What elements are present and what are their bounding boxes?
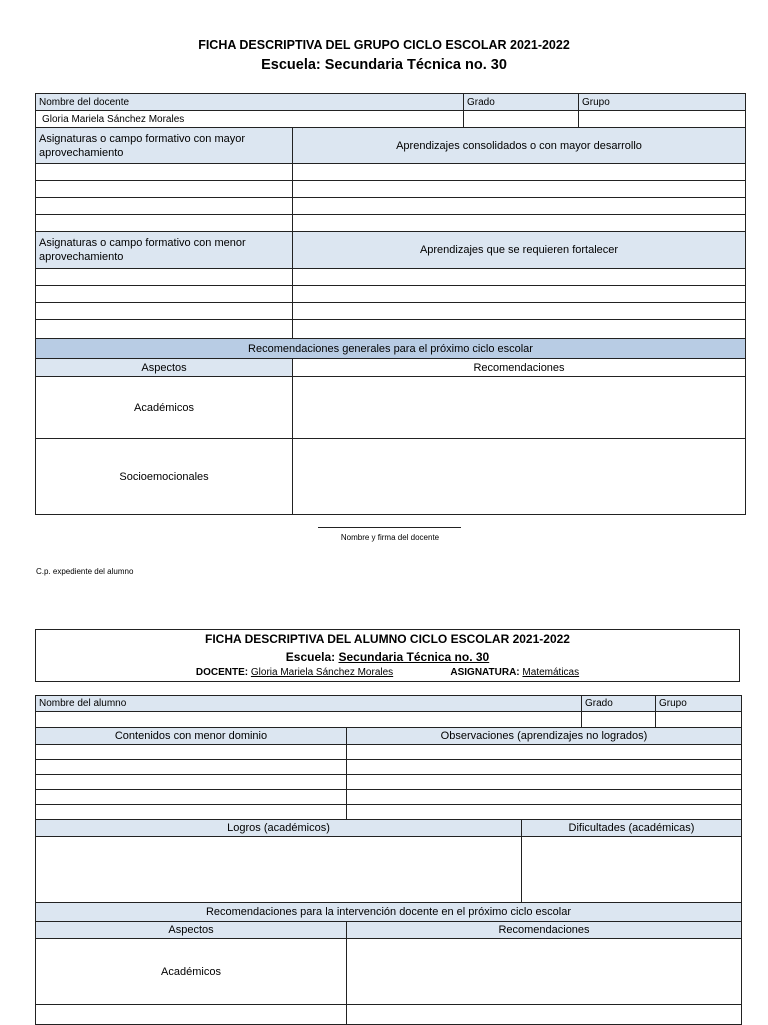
group-form-table (35, 93, 746, 515)
sheet2-title: FICHA DESCRIPTIVA DEL ALUMNO CICLO ESCOLAR 2021-2022 (205, 632, 570, 646)
teacher-name-value[interactable]: Gloria Mariela Sánchez Morales (36, 111, 464, 128)
sheet2-teacher-subject (35, 667, 740, 678)
difficulties-cell[interactable] (522, 837, 742, 903)
lower-subject-cell[interactable] (36, 303, 293, 320)
group-value[interactable] (579, 111, 746, 128)
student-grade-value[interactable] (582, 712, 656, 728)
low-content-header: Contenidos con menor dominio (36, 728, 347, 745)
higher-subjects-header: Asignaturas o campo formativo con mayor aprovechamiento (36, 128, 293, 164)
sheet2-school (35, 650, 740, 664)
student-aspects-header: Aspectos (36, 922, 347, 939)
to-strengthen-header: Aprendizajes que se requieren fortalecer (293, 232, 746, 269)
observation-cell[interactable] (347, 775, 742, 790)
achievements-cell[interactable] (36, 837, 522, 903)
strengthen-cell[interactable] (293, 320, 746, 339)
higher-subject-cell[interactable] (36, 198, 293, 215)
school-label: Escuela: (285, 650, 336, 664)
lower-subject-cell[interactable] (36, 269, 293, 286)
low-content-cell[interactable] (36, 745, 347, 760)
grade-value[interactable] (464, 111, 579, 128)
student-academic-recommendation-cell[interactable] (347, 939, 742, 1005)
low-content-cell[interactable] (36, 790, 347, 805)
teacher-name: Gloria Mariela Sánchez Morales (250, 667, 394, 678)
intervention-header: Recomendaciones para la intervención docente en el próximo ciclo escolar (36, 903, 742, 922)
student-next-recommendation-cell[interactable] (347, 1005, 742, 1025)
aspects-header: Aspectos (36, 359, 293, 377)
signature-line (318, 527, 461, 528)
group-label: Grupo (579, 94, 746, 111)
teacher-name-label: Nombre del docente (36, 94, 464, 111)
student-recommendations-header: Recomendaciones (347, 922, 742, 939)
consolidated-cell[interactable] (293, 164, 746, 181)
low-content-cell[interactable] (36, 760, 347, 775)
consolidated-cell[interactable] (293, 198, 746, 215)
strengthen-cell[interactable] (293, 286, 746, 303)
consolidated-learning-header: Aprendizajes consolidados o con mayor desarrollo (293, 128, 746, 164)
lower-subjects-header: Asignaturas o campo formativo con menor aprovechamiento (36, 232, 293, 269)
observations-header: Observaciones (aprendizajes no logrados) (347, 728, 742, 745)
lower-subject-cell[interactable] (36, 320, 293, 339)
student-group-value[interactable] (656, 712, 742, 728)
observation-cell[interactable] (347, 760, 742, 775)
student-name-label: Nombre del alumno (36, 696, 582, 712)
observation-cell[interactable] (347, 745, 742, 760)
academic-aspect: Académicos (36, 377, 293, 439)
student-next-aspect[interactable] (36, 1005, 347, 1025)
student-grade-label: Grado (582, 696, 656, 712)
recommendations-header: Recomendaciones (293, 359, 746, 377)
cc-note: C.p. expediente del alumno (36, 567, 134, 576)
strengthen-cell[interactable] (293, 303, 746, 320)
student-form-table (35, 695, 742, 1025)
difficulties-header: Dificultades (académicas) (522, 820, 742, 837)
subject-label: ASIGNATURA: (450, 667, 520, 678)
student-academic-aspect: Académicos (36, 939, 347, 1005)
higher-subject-cell[interactable] (36, 215, 293, 232)
observation-cell[interactable] (347, 790, 742, 805)
higher-subject-cell[interactable] (36, 164, 293, 181)
low-content-cell[interactable] (36, 805, 347, 820)
student-group-label: Grupo (656, 696, 742, 712)
observation-cell[interactable] (347, 805, 742, 820)
general-recommendations-header: Recomendaciones generales para el próximo ciclo escolar (36, 339, 746, 359)
consolidated-cell[interactable] (293, 181, 746, 198)
sheet1-title: FICHA DESCRIPTIVA DEL GRUPO CICLO ESCOLAR 2021-2022 (198, 38, 570, 52)
socioemotional-recommendation-cell[interactable] (293, 439, 746, 515)
strengthen-cell[interactable] (293, 269, 746, 286)
lower-subject-cell[interactable] (36, 286, 293, 303)
low-content-cell[interactable] (36, 775, 347, 790)
subject-name: Matemáticas (522, 667, 580, 678)
socioemotional-aspect: Socioemocionales (36, 439, 293, 515)
teacher-label: DOCENTE: (195, 667, 249, 678)
grade-label: Grado (464, 94, 579, 111)
student-name-value[interactable] (36, 712, 582, 728)
signature-label: Nombre y firma del docente (340, 533, 440, 542)
consolidated-cell[interactable] (293, 215, 746, 232)
achievements-header: Logros (académicos) (36, 820, 522, 837)
higher-subject-cell[interactable] (36, 181, 293, 198)
academic-recommendation-cell[interactable] (293, 377, 746, 439)
school-name: Secundaria Técnica no. 30 (338, 650, 490, 664)
sheet1-school: Escuela: Secundaria Técnica no. 30 (261, 57, 507, 73)
